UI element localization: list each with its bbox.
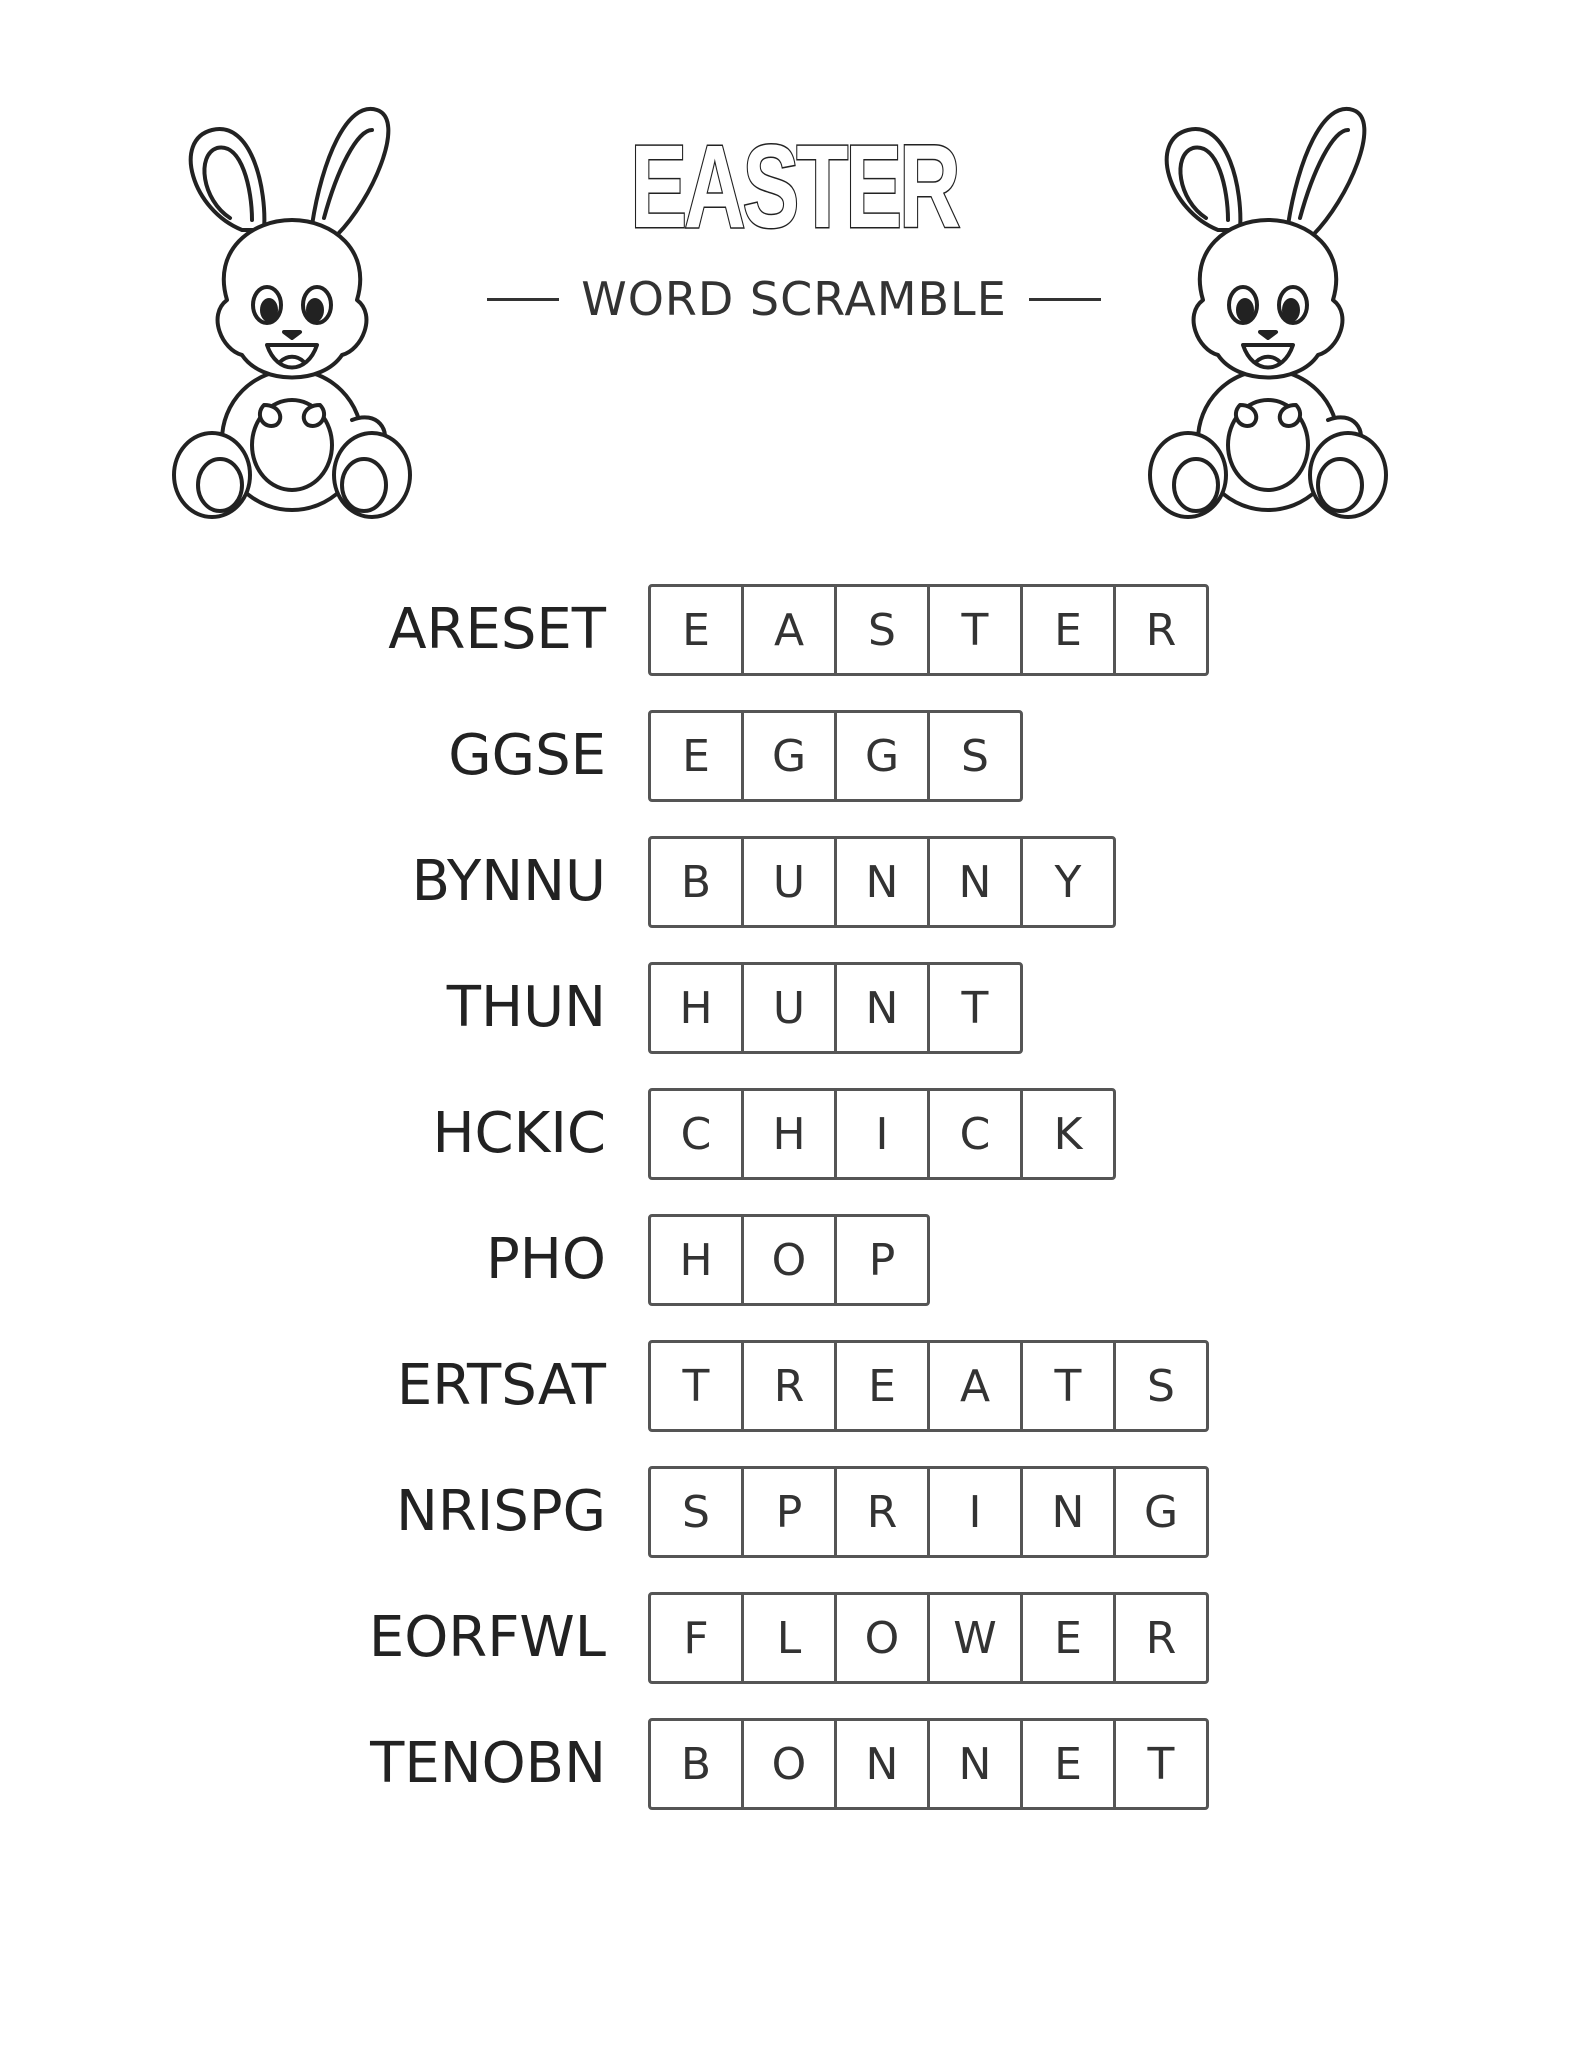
answer-letter-box[interactable]: N [930, 839, 1023, 925]
answer-letter-box[interactable]: T [930, 587, 1023, 673]
scrambled-word: THUN [446, 975, 606, 1040]
divider-line [487, 298, 559, 301]
answer-letter-box[interactable]: A [744, 587, 837, 673]
answer-letter-box[interactable]: B [651, 1721, 744, 1807]
scrambled-word: NRISPG [395, 1479, 606, 1544]
answer-letter-box[interactable]: F [651, 1595, 744, 1681]
answer-letter-box[interactable]: T [1023, 1343, 1116, 1429]
answer-letter-box[interactable]: P [868, 1234, 896, 1286]
puzzle-row [0, 836, 1588, 928]
answer-boxes [648, 1718, 1209, 1810]
answer-boxes [648, 1340, 1209, 1432]
answer-letter-box[interactable]: O [744, 1721, 837, 1807]
scrambled-word: BYNNU [411, 849, 606, 914]
answer-letter-box[interactable]: E [651, 587, 744, 673]
puzzle-row [0, 1088, 1588, 1180]
answer-letter-box[interactable]: T [651, 1343, 744, 1429]
answer-letter-box[interactable]: I [837, 1091, 930, 1177]
answer-letter-box[interactable]: A [930, 1343, 1023, 1429]
answer-letter-box[interactable]: E [837, 1343, 930, 1429]
answer-boxes [648, 1466, 1209, 1558]
puzzle-row [0, 1214, 1588, 1306]
puzzle-row [0, 1340, 1588, 1432]
scrambled-word: TENOBN [370, 1731, 606, 1796]
answer-letter-box[interactable]: I [930, 1469, 1023, 1555]
answer-letter-box[interactable]: N [837, 839, 930, 925]
answer-letter-box[interactable]: H [651, 965, 744, 1051]
answer-letter-box[interactable]: N [837, 1721, 930, 1807]
answer-letter-box[interactable]: P [744, 1469, 837, 1555]
answer-letter-box[interactable]: E [1023, 1721, 1116, 1807]
subtitle-row [0, 272, 1588, 326]
scrambled-word: EORFWL [368, 1605, 606, 1670]
answer-letter-box[interactable]: G [1143, 1486, 1179, 1538]
answer-boxes [648, 584, 1209, 676]
answer-boxes [648, 1088, 1116, 1180]
answer-letter-box[interactable]: K [1053, 1108, 1083, 1160]
answer-letter-box[interactable]: N [930, 1721, 1023, 1807]
puzzle-row [0, 962, 1588, 1054]
answer-letter-box[interactable]: N [837, 965, 930, 1051]
scrambled-word: ERTSAT [396, 1353, 606, 1418]
divider-line [1029, 298, 1101, 301]
answer-letter-box[interactable]: W [930, 1595, 1023, 1681]
answer-letter-box[interactable]: U [744, 965, 837, 1051]
answer-letter-box[interactable]: R [744, 1343, 837, 1429]
answer-letter-box[interactable]: O [744, 1217, 837, 1303]
scrambled-word: ARESET [388, 597, 606, 662]
answer-letter-box[interactable]: G [744, 713, 837, 799]
answer-boxes [648, 1214, 930, 1306]
answer-letter-box[interactable]: S [961, 730, 989, 782]
answer-letter-box[interactable]: E [1023, 1595, 1116, 1681]
answer-letter-box[interactable]: L [744, 1595, 837, 1681]
puzzle-row [0, 584, 1588, 676]
page-title: EASTER [630, 121, 958, 253]
answer-letter-box[interactable]: S [651, 1469, 744, 1555]
answer-letter-box[interactable]: T [1147, 1738, 1175, 1790]
answer-letter-box[interactable]: R [1145, 604, 1177, 656]
answer-letter-box[interactable]: U [744, 839, 837, 925]
answer-letter-box[interactable]: R [1145, 1612, 1177, 1664]
puzzle-row [0, 1466, 1588, 1558]
answer-letter-box[interactable]: N [1023, 1469, 1116, 1555]
answer-boxes [648, 1592, 1209, 1684]
scrambled-word: HCKIC [432, 1101, 606, 1166]
answer-letter-box[interactable]: E [1023, 587, 1116, 673]
scrambled-word: PHO [486, 1227, 606, 1292]
page-subtitle: WORD SCRAMBLE [581, 272, 1007, 326]
answer-letter-box[interactable]: O [837, 1595, 930, 1681]
answer-letter-box[interactable]: S [837, 587, 930, 673]
answer-letter-box[interactable]: R [837, 1469, 930, 1555]
answer-letter-box[interactable]: C [930, 1091, 1023, 1177]
answer-letter-box[interactable]: H [744, 1091, 837, 1177]
answer-letter-box[interactable]: E [651, 713, 744, 799]
puzzle-row [0, 1592, 1588, 1684]
answer-letter-box[interactable]: H [651, 1217, 744, 1303]
answer-letter-box[interactable]: Y [1054, 856, 1082, 908]
puzzle-row [0, 710, 1588, 802]
answer-letter-box[interactable]: B [651, 839, 744, 925]
scrambled-word: GGSE [448, 723, 606, 788]
answer-boxes [648, 710, 1023, 802]
answer-letter-box[interactable]: C [651, 1091, 744, 1177]
answer-boxes [648, 962, 1023, 1054]
answer-letter-box[interactable]: G [837, 713, 930, 799]
answer-letter-box[interactable]: S [1147, 1360, 1175, 1412]
puzzle-row [0, 1718, 1588, 1810]
answer-boxes [648, 836, 1116, 928]
answer-letter-box[interactable]: T [961, 982, 989, 1034]
